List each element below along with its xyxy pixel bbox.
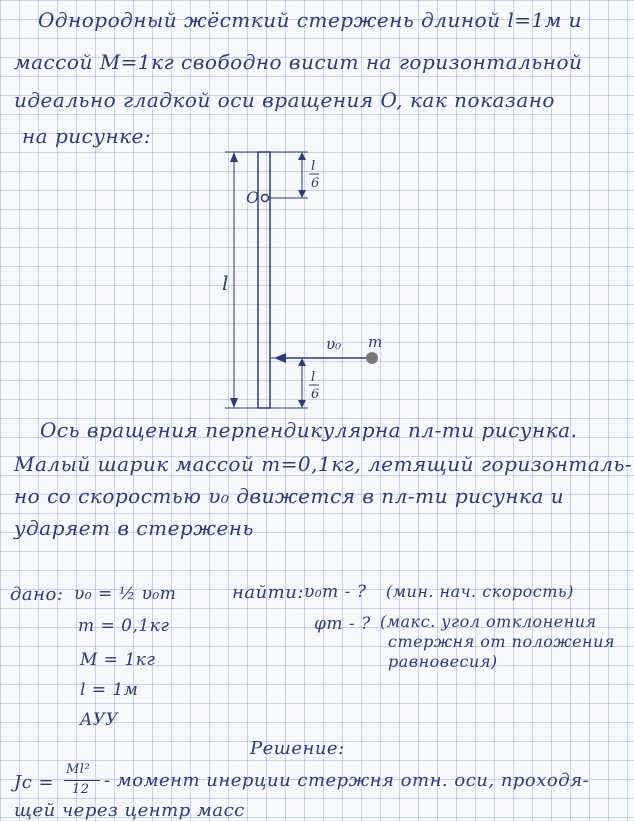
formula-lhs: Jc = [14,772,55,793]
given-item-1: υ₀ = ½ υ₀т [74,584,177,604]
length-arrow-up [230,152,238,162]
given-item-3: M = 1кг [80,650,156,670]
find-item-2-note-3: равновесия) [388,652,498,671]
find-item-2: φт - ? [314,614,371,634]
ball [366,352,378,364]
label-bottom-frac-num: l [311,370,316,385]
find-heading: найти: [232,582,304,603]
label-length: l [222,271,229,295]
intro-line-4: на рисунке: [22,124,152,148]
desc-line-4: ударяет в стержень [14,516,254,540]
find-item-2-note-2: стержня от положения [388,632,615,651]
label-top-frac-den: 6 [311,176,320,191]
given-item-4: l = 1м [80,680,139,700]
intro-line-1: Однородный жёсткий стержень длиной l=1м и [38,8,583,32]
label-O: O [246,188,260,207]
label-mass: m [368,333,383,351]
intro-line-3: идеально гладкой оси вращения O, как показано [14,88,555,112]
formula-fraction-bar [64,780,100,781]
find-item-1-note: (мин. нач. скорость) [386,582,574,601]
velocity-arrowhead [274,353,286,363]
label-top-frac-num: l [311,159,316,174]
given-heading: дано: [10,584,64,605]
rod [258,152,270,408]
intro-line-2: массой M=1кг свободно висит на горизонтальной [14,50,583,74]
formula-numerator: Ml² [66,762,91,777]
desc-line-2: Малый шарик массой m=0,1кг, летящий горизонталь- [14,452,633,476]
label-velocity: υ₀ [326,335,342,353]
given-item-2: m = 0,1кг [78,616,170,636]
length-arrow-down [230,398,238,408]
find-item-1: υ₀т - ? [304,582,367,602]
given-item-5: AУУ [80,710,119,730]
label-bottom-frac-den: 6 [311,387,320,402]
solution-heading: Решение: [250,738,345,759]
desc-line-1: Ось вращения перпендикулярна пл-ти рисунка. [40,418,578,442]
formula-continuation: щей через центр масс [14,800,245,821]
formula-text: - момент инерции стержня отн. оси, проходя- [104,770,590,791]
find-item-2-note-1: (макс. угол отклонения [380,612,597,631]
formula-denominator: 12 [72,782,90,797]
pivot-point [262,195,269,202]
desc-line-3: но со скоростью υ₀ движется в пл-ти рисунка и [14,484,565,508]
